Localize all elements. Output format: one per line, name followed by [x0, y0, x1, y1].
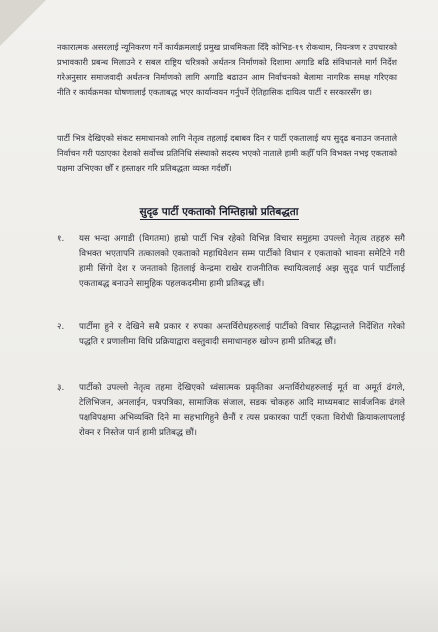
section-heading-text: सुदृढ पार्टी एकताको निम्तिहाम्रो प्रतिबद्धता [139, 206, 299, 218]
item-number: ३. [57, 383, 65, 393]
item-number: १. [57, 234, 65, 244]
intro-paragraph: नकारात्मक असरलाई न्यूनिकरण गर्ने कार्यक्रमलाई प्रमुख प्राथमिकता दिँदै कोभिड-१९ रोकथाम, नियन्त्रण र उपचारको प्रभावकारी प्रबन्ध मिलाउने र सबल राष्ट्रिय चरित्रको अर्थतन्त्र निर्माणको दिशामा अगाडि बढि संविधानले मार्ग निर्देश गरेअनुसार समाजवादी अर्थतन्त्र निर्माणको लागि अगाडि बढाउन आम निर्वाचनको बेलामा नागरिक समक्ष गरिएका नीति र कार्यक्रमका घोषणालाई एकताबद्ध भएर कार्यान्वयन गर्नुपर्ने ऐतिहासिक दायित्व पार्टी र सरकारसँग छ। [57, 42, 397, 97]
second-paragraph: पार्टी भित्र देखिएको संकट समाधानको लागि नेतृत्व तहलाई दबाबव दिन र पार्टी एकतालाई थप सुदृढ बनाउन जनताले निर्वाचन गरी पठाएका देशको सर्वोच्च प्रतिनिधि संस्थाको सदस्य भएको नाताले हामी कहीँ पनि विभक्त नभइ एकताको पक्षमा उभिएका छौँ र हस्ताक्षर गरि प्रतिबद्धता व्यक्त गर्दछौँ। [57, 133, 397, 173]
item-text: पार्टीमा हुने र देखिने सबै प्रकार र रुपका अन्तर्विरोधहरुलाई पार्टीको विचार सिद्धान्तले निर्देशित गरेको पद्धति र प्रणालीमा विधि प्रक्रियाद्वारा वस्तुवादी समाधानहरु खोज्न हामी प्रतिबद्ध छौं। [79, 322, 405, 347]
item-text: पार्टीको उपल्लो नेतृत्व तहमा देखिएको ध्वंसात्मक प्रकृतिका अन्तर्विरोधहरुलाई मूर्त वा अमूर्त ढंगले, टेलिभिजन, अनलाईन, पत्रपत्रिका, सामाजिक संजाल, सडक चोकहरु आदि माध्यमबाट सार्वजनिक ढंगले पक्षविपक्षमा अभिव्यक्ति दिने मा सहभागिहुने छैनौं र त्यस प्रकारका पार्टी एकता विरोधी क्रियाकलापलाई रोक्न र निस्तेज पार्न हामी प्रतिबद्ध छौं। [79, 383, 405, 438]
section-heading [0, 205, 438, 219]
item-text: यस भन्दा अगाडी (विगतमा) हाम्रो पार्टी भित्र रहेको विभिन्न विचार समुहमा उपल्लो नेतृत्व तहहरु सगै विभक्त भएतापनि तत्कालको एकताको महाधिवेशन सम्म पार्टीको विधान र एकताको भावना समेटिने गरी हामी सिंगो देश र जनताको हितलाई केन्द्रमा राखेर राजनीतिक स्थायित्वलाई अझ सुदृढ पार्न पार्टीलाई एकताबद्ध बनाउने सामुहिक पहलकदमीमा हामी प्रतिबद्ध छौं। [79, 234, 405, 289]
item-number: २. [57, 322, 65, 332]
